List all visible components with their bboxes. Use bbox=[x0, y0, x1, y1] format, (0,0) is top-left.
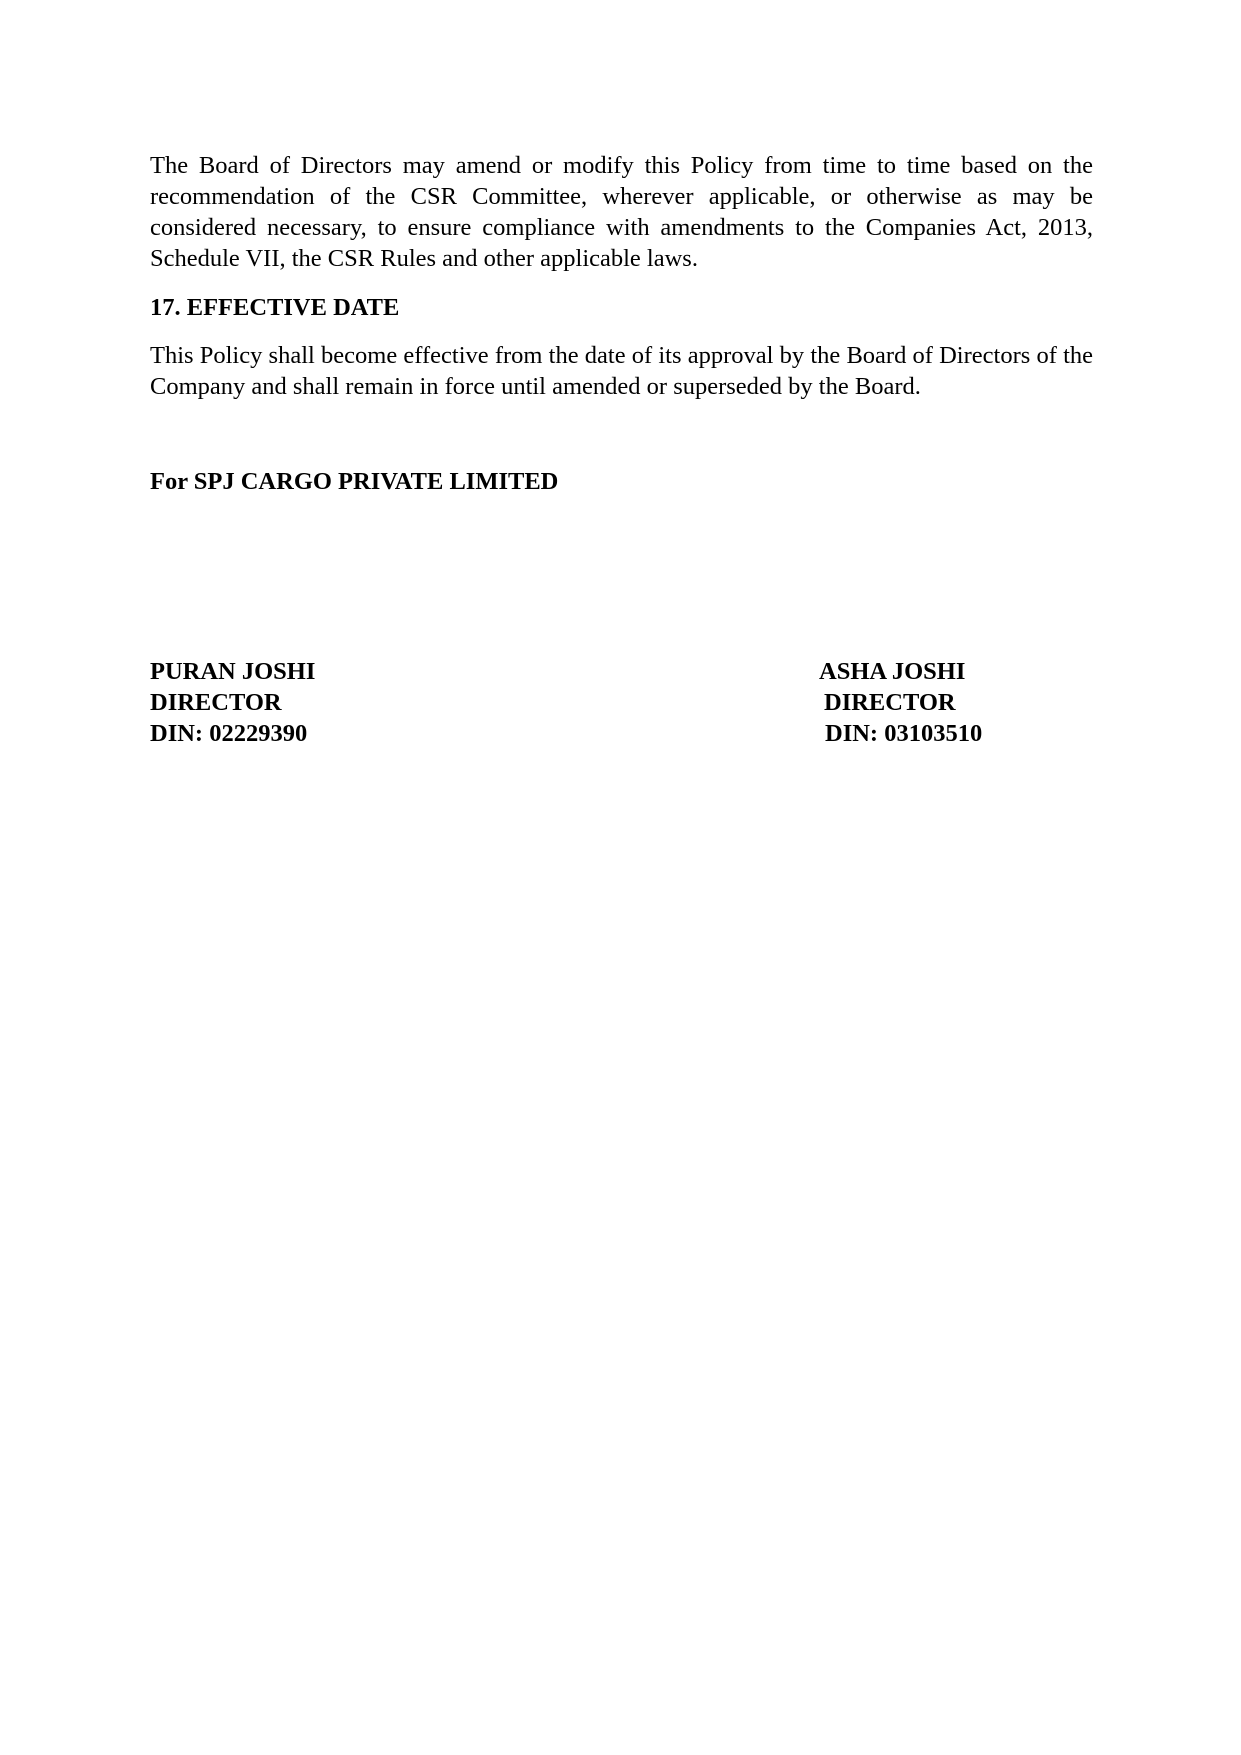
signatory-block-left bbox=[150, 656, 315, 749]
signatory-block-right bbox=[819, 656, 982, 749]
signatory-name: ASHA JOSHI bbox=[819, 658, 966, 685]
signatory-designation: DIRECTOR bbox=[150, 689, 282, 716]
signatory-name: PURAN JOSHI bbox=[150, 658, 316, 685]
for-company-line: For SPJ CARGO PRIVATE LIMITED bbox=[150, 468, 559, 495]
signatory-din: DIN: 03103510 bbox=[825, 720, 983, 747]
section-heading-effective-date: 17. EFFECTIVE DATE bbox=[150, 294, 400, 321]
signatory-din: DIN: 02229390 bbox=[150, 720, 308, 747]
amendment-paragraph: The Board of Directors may amend or modify this Policy from time to time based on the recommendation of the CSR Committee, wherever applicable, or otherwise as may be considered necessary, to ensure compliance with amendments to the Companies Act, 2013, Schedule VII, the CSR Rules and other applicable laws. bbox=[150, 152, 1093, 272]
effective-date-paragraph: This Policy shall become effective from the date of its approval by the Board of Directors of the Company and shall remain in force until amended or superseded by the Board. bbox=[150, 342, 1093, 400]
signatory-designation: DIRECTOR bbox=[824, 689, 956, 716]
